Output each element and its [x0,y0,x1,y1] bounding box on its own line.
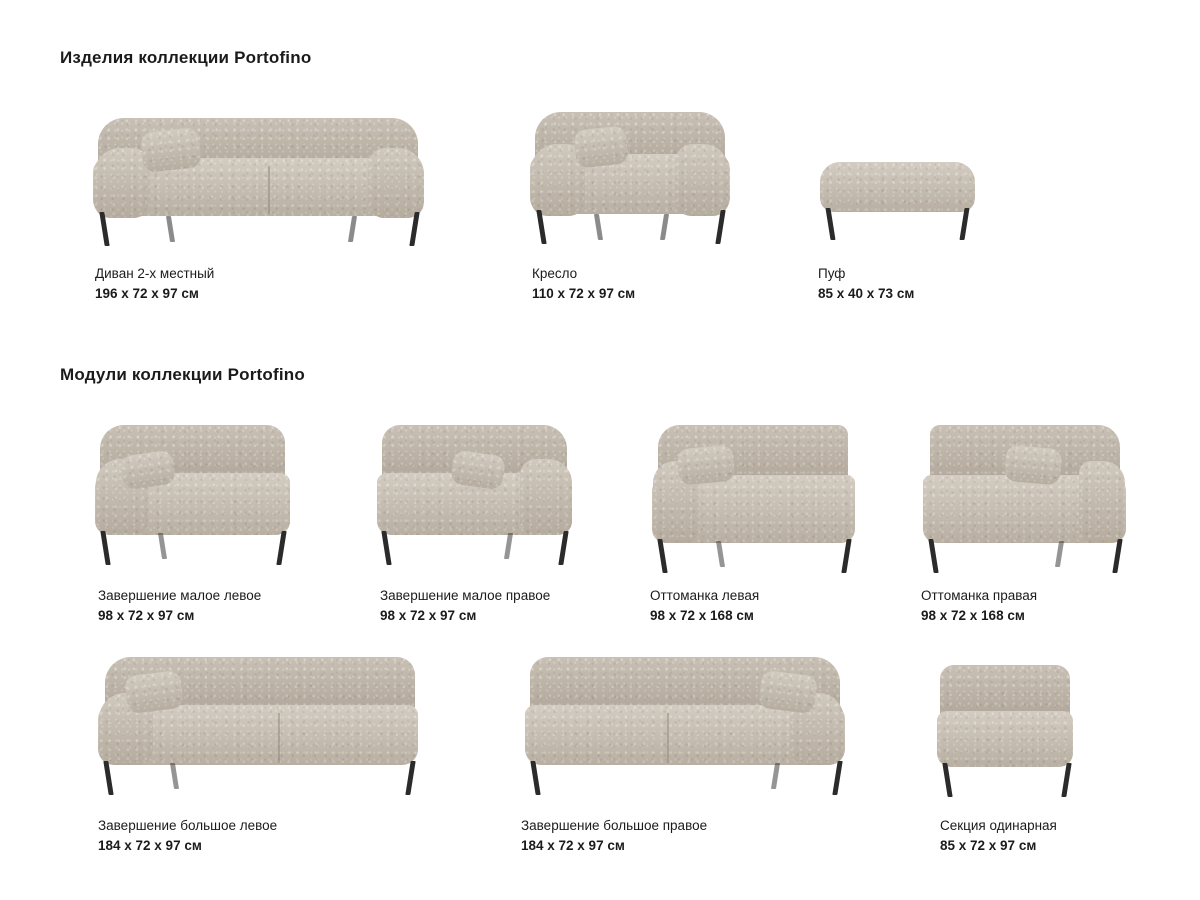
module-single [900,645,1160,853]
product-name: Пуф [818,266,846,281]
module-small-right [340,415,630,623]
product-armchair [500,100,800,301]
product-name: Секция одинарная [940,818,1057,833]
product-dims: 98 x 72 x 168 см [921,608,1025,623]
caption-chaise-left [650,587,759,625]
product-dims: 98 x 72 x 97 см [380,608,477,623]
product-name: Завершение малое левое [98,588,262,603]
caption-chaise-right [921,587,1037,625]
caption-module-large-right [521,817,707,855]
caption-module-small-right [380,587,550,625]
module-small-left [60,415,350,623]
product-dims: 98 x 72 x 168 см [650,608,754,623]
caption-module-small-left [98,587,261,625]
module-large-right [485,645,905,853]
product-name: Завершение большое левое [98,818,278,833]
product-dims: 196 x 72 x 97 см [95,286,199,301]
section-title-modules: Модули коллекции Portofino [60,365,305,384]
product-dims: 85 x 72 x 97 см [940,838,1037,853]
caption-armchair [532,265,635,303]
product-dims: 184 x 72 x 97 см [521,838,625,853]
product-name: Оттоманка правая [921,588,1038,603]
product-name: Завершение малое правое [380,588,551,603]
product-dims: 110 x 72 x 97 см [532,286,636,301]
product-name: Диван 2-х местный [95,266,215,281]
module-chaise-right [895,415,1185,623]
caption-module-single [940,817,1057,855]
product-sofa-two-seat [60,100,460,301]
module-chaise-left [620,415,910,623]
product-name: Оттоманка левая [650,588,760,603]
section-title-products: Изделия коллекции Portofino [60,48,312,67]
module-large-left [60,645,480,853]
caption-ottoman-pouf [818,265,914,303]
product-name: Кресло [532,266,578,281]
product-dims: 98 x 72 x 97 см [98,608,195,623]
caption-sofa-two-seat [95,265,214,303]
product-name: Завершение большое правое [521,818,708,833]
product-dims: 85 x 40 x 73 см [818,286,915,301]
caption-module-large-left [98,817,277,855]
product-dims: 184 x 72 x 97 см [98,838,202,853]
product-ottoman-pouf [790,100,1050,301]
